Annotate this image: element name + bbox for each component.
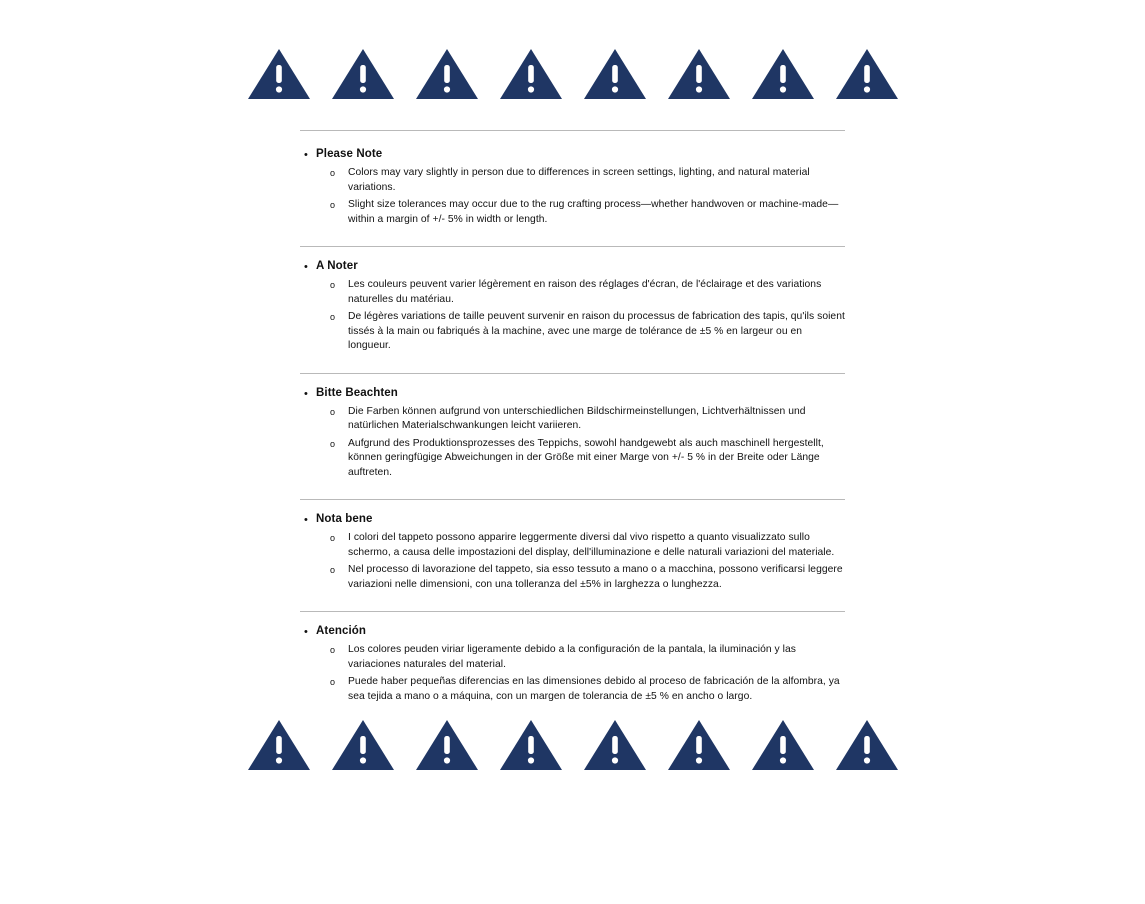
notice-section bbox=[300, 624, 845, 709]
list-item-text: Les couleurs peuvent varier légèrement en raison des réglages d'écran, de l'éclairage et des variations naturelles du matériau. bbox=[348, 279, 822, 305]
warning-triangle-icon bbox=[498, 46, 564, 102]
bullet-icon: • bbox=[304, 626, 308, 638]
section-title: Please Note bbox=[316, 148, 383, 160]
section-heading bbox=[300, 624, 845, 640]
warning-triangle-icon bbox=[666, 46, 732, 102]
list-item bbox=[330, 675, 845, 704]
section-heading bbox=[300, 259, 845, 275]
warning-triangle-icon bbox=[330, 717, 396, 773]
list-item-text: Colors may vary slightly in person due to differences in screen settings, lighting, and natural material variations. bbox=[348, 167, 810, 193]
sub-bullet-icon: o bbox=[330, 406, 336, 417]
list-item bbox=[330, 198, 845, 227]
list-item bbox=[330, 166, 845, 195]
warning-triangle-icon bbox=[834, 46, 900, 102]
notice-section bbox=[300, 386, 845, 501]
warning-triangle-icon bbox=[582, 46, 648, 102]
sub-bullet-icon: o bbox=[330, 565, 336, 575]
bullet-icon: • bbox=[304, 149, 308, 161]
list-item-text: Los colores peuden viriar ligeramente debido a la configuración de la pantala, la iluminación y las variaciones naturales del material. bbox=[348, 644, 796, 670]
section-title: Nota bene bbox=[316, 513, 373, 525]
bullet-icon: • bbox=[304, 387, 308, 400]
notice-section bbox=[300, 512, 845, 612]
sub-bullet-icon: o bbox=[330, 645, 336, 655]
section-items bbox=[300, 531, 845, 592]
section-title: Bitte Beachten bbox=[316, 386, 398, 399]
list-item bbox=[330, 563, 845, 592]
warning-triangle-icon bbox=[246, 46, 312, 102]
sub-bullet-icon: o bbox=[330, 312, 336, 322]
divider bbox=[300, 499, 845, 500]
list-item-text: Slight size tolerances may occur due to the rug crafting process—whether handwoven or machine-made—within a margin of +/- 5% in width or length. bbox=[348, 199, 839, 225]
divider bbox=[300, 130, 845, 131]
divider bbox=[300, 611, 845, 612]
list-item bbox=[330, 278, 845, 307]
list-item-text: Aufgrund des Produktionsprozesses des Teppichs, sowohl handgewebt als auch maschinell hergestellt, können geringfügige Abweichungen in der Größe mit einer Marge von +/- 5 % in der Breite oder Länge auftreten. bbox=[348, 437, 824, 478]
bullet-icon: • bbox=[304, 514, 308, 526]
warning-triangle-icon bbox=[750, 46, 816, 102]
list-item-text: Puede haber pequeñas diferencias en las dimensiones debido al proceso de fabricación de la alfombra, ya sea tejida a mano o a máquina, con un margen de tolerancia de ±5 % en ancho o largo. bbox=[348, 676, 840, 702]
bottom-warning-icon-strip bbox=[0, 717, 1145, 773]
list-item-text: De légères variations de taille peuvent survenir en raison du processus de fabrication des tapis, qu'ils soient tissés à la main ou fabriqués à la machine, avec une marge de tolérance de ±5 % en largeur ou en longueur. bbox=[348, 311, 845, 351]
document-page bbox=[0, 46, 1145, 904]
bullet-icon: • bbox=[304, 261, 308, 273]
sub-bullet-icon: o bbox=[330, 200, 336, 210]
sub-bullet-icon: o bbox=[330, 280, 336, 290]
warning-triangle-icon bbox=[750, 717, 816, 773]
list-item-text: I colori del tappeto possono apparire leggermente diversi dal vivo rispetto a quanto visualizzato sullo schermo, a causa delle impostazioni del display, dell'illuminazione e delle naturali variazioni del materiale. bbox=[348, 532, 835, 558]
warning-triangle-icon bbox=[498, 717, 564, 773]
notices-content bbox=[300, 130, 845, 709]
notice-sections-list bbox=[300, 147, 845, 709]
top-warning-icon-strip bbox=[0, 46, 1145, 102]
notice-section bbox=[300, 147, 845, 247]
divider bbox=[300, 246, 845, 247]
sub-bullet-icon: o bbox=[330, 677, 336, 687]
list-item bbox=[330, 531, 845, 560]
section-heading bbox=[300, 512, 845, 528]
list-item-text: Die Farben können aufgrund von unterschiedlichen Bildschirmeinstellungen, Lichtverhältnissen und natürlichen Materialschwankungen leicht variieren. bbox=[348, 405, 806, 431]
section-items bbox=[300, 405, 845, 481]
notice-section bbox=[300, 259, 845, 374]
section-items bbox=[300, 166, 845, 227]
section-title: A Noter bbox=[316, 260, 358, 272]
warning-triangle-icon bbox=[414, 717, 480, 773]
section-title: Atención bbox=[316, 625, 366, 637]
list-item bbox=[330, 310, 845, 354]
divider bbox=[300, 373, 845, 374]
list-item bbox=[330, 643, 845, 672]
sub-bullet-icon: o bbox=[330, 168, 336, 178]
warning-triangle-icon bbox=[582, 717, 648, 773]
warning-triangle-icon bbox=[330, 46, 396, 102]
warning-triangle-icon bbox=[414, 46, 480, 102]
warning-triangle-icon bbox=[246, 717, 312, 773]
section-heading bbox=[300, 386, 845, 402]
section-items bbox=[300, 643, 845, 704]
list-item bbox=[330, 405, 845, 434]
section-heading bbox=[300, 147, 845, 163]
list-item-text: Nel processo di lavorazione del tappeto, sia esso tessuto a mano o a macchina, possono verificarsi leggere variazioni nelle dimensioni, con una tolleranza del ±5% in larghezza o lunghezza. bbox=[348, 564, 843, 590]
sub-bullet-icon: o bbox=[330, 438, 336, 449]
list-item bbox=[330, 437, 845, 481]
warning-triangle-icon bbox=[666, 717, 732, 773]
warning-triangle-icon bbox=[834, 717, 900, 773]
sub-bullet-icon: o bbox=[330, 533, 336, 543]
section-items bbox=[300, 278, 845, 354]
